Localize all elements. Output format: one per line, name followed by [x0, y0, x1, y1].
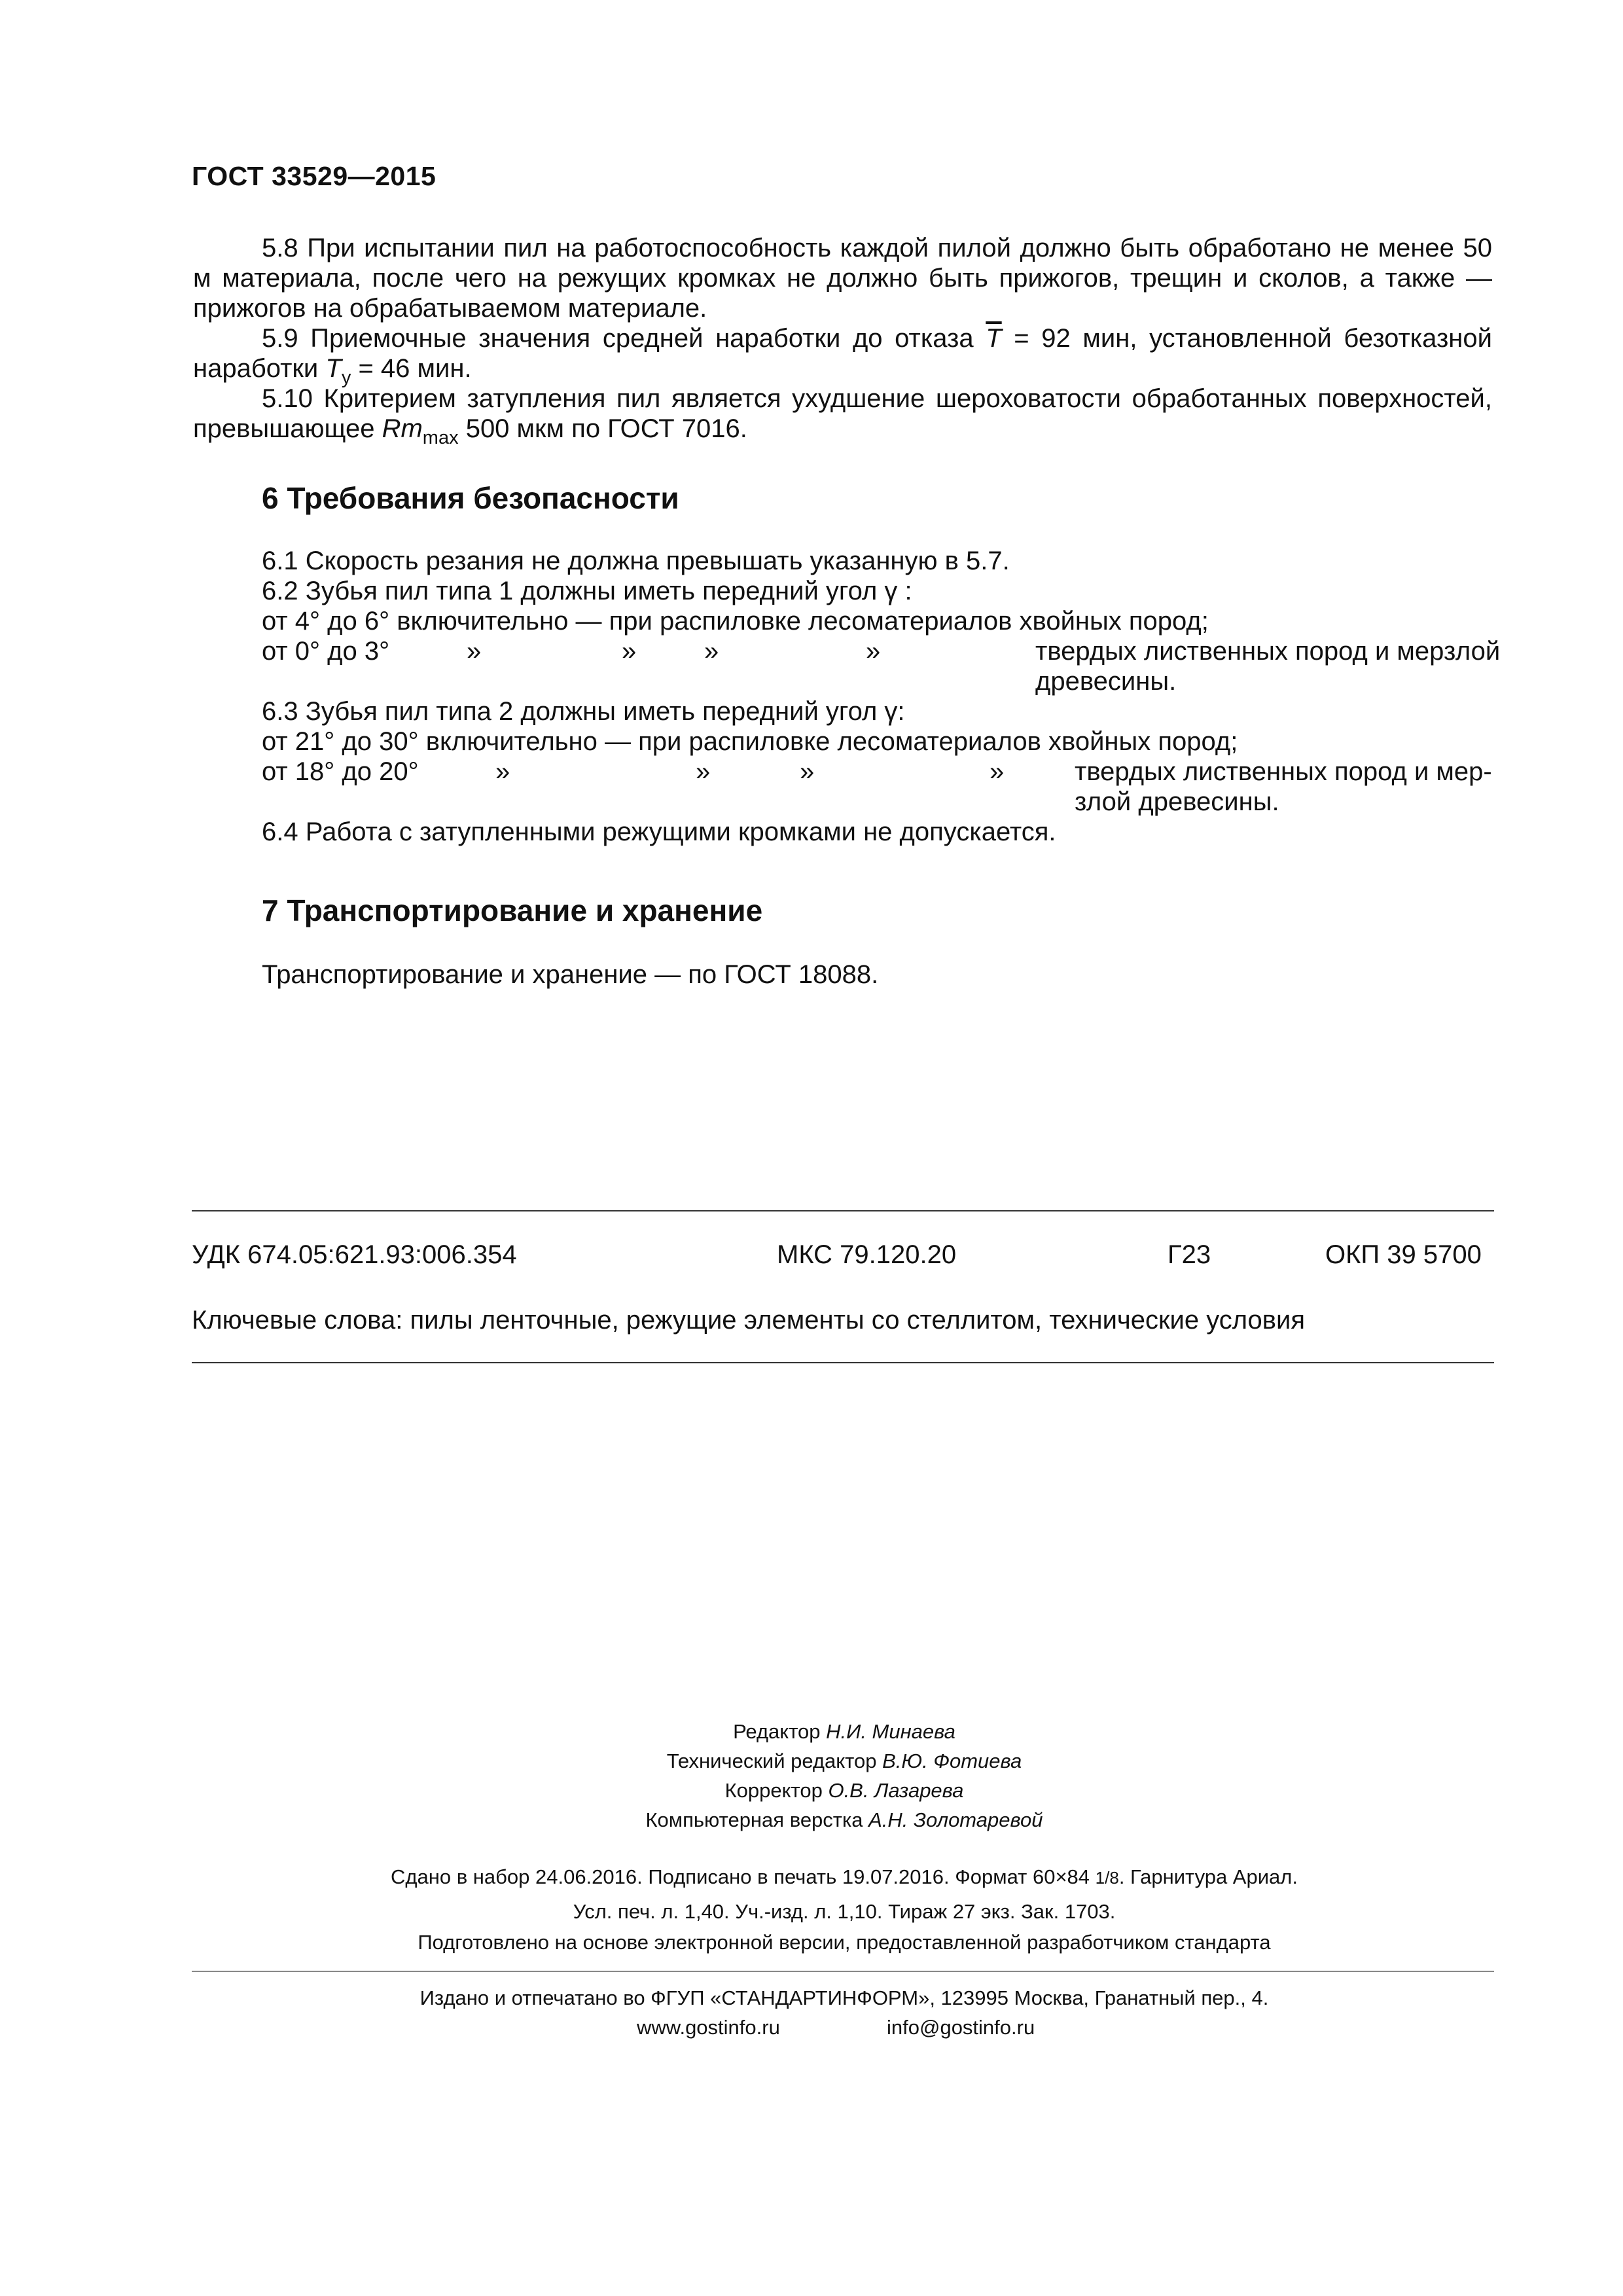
- credit-tech-name: В.Ю. Фотиева: [882, 1749, 1022, 1772]
- p59-text-c: = 46 мин.: [351, 354, 472, 383]
- ditto-mark: »: [495, 757, 510, 786]
- paragraph-5-9: [193, 323, 1492, 388]
- ditto-mark: »: [800, 757, 815, 786]
- paragraph-6-2-line1: от 4° до 6° включительно — при распиловке лесоматериалов хвойных пород;: [262, 607, 1209, 636]
- paragraph-6-1: 6.1 Скорость резания не должна превышать указанную в 5.7.: [262, 547, 1010, 575]
- paragraph-6-2-line2-cont: древесины.: [1035, 667, 1177, 696]
- p59-text-b: = 92 мин, установленной безотказной наработки: [193, 324, 1492, 383]
- publisher-line: Издано и отпечатано во ФГУП «СТАНДАРТИНФОРМ», 123995 Москва, Гранатный пер., 4.: [419, 1986, 1269, 2009]
- udk-code: УДК 674.05:621.93:006.354: [192, 1240, 517, 1269]
- credit-layout-name: А.Н. Золотаревой: [868, 1808, 1043, 1831]
- credit-tech-editor: [0, 1749, 1623, 1773]
- print-line1-end: . Гарнитура Ариал.: [1118, 1865, 1298, 1888]
- p59-text-a: 5.9 Приемочные значения средней наработки до отказа: [262, 324, 986, 353]
- credit-editor: [0, 1720, 1623, 1744]
- format-fraction: 1/8: [1095, 1868, 1119, 1888]
- p59-subscript-y: у: [341, 367, 351, 388]
- p510-subscript-max: max: [422, 427, 459, 448]
- credit-layout-label: Компьютерная верстка: [645, 1808, 869, 1831]
- credit-editor-label: Редактор: [733, 1720, 827, 1743]
- p59-symbol-t: T: [325, 354, 342, 383]
- paragraph-6-2-line2-label: от 0° до 3°: [262, 637, 390, 666]
- section-7-title: 7 Транспортирование и хранение: [262, 893, 763, 927]
- paragraph-6-4: 6.4 Работа с затупленными режущими кромками не допускается.: [262, 817, 1056, 846]
- paragraph-6-3-line2-cont: злой древесины.: [1075, 787, 1279, 816]
- ditto-mark: »: [704, 637, 719, 666]
- ditto-mark: »: [467, 637, 482, 666]
- g-code: Г23: [1168, 1240, 1211, 1269]
- paragraph-6-3: 6.3 Зубья пил типа 2 должны иметь передний угол γ:: [262, 697, 905, 726]
- paragraph-6-3-line2-text: твердых лиственных пород и мер-: [1075, 757, 1492, 786]
- paragraph-6-3-line2-label: от 18° до 20°: [262, 757, 419, 786]
- email-link[interactable]: info@gostinfo.ru: [887, 2016, 1035, 2039]
- okp-code: ОКП 39 5700: [1325, 1240, 1482, 1269]
- divider-publisher: [192, 1971, 1494, 1972]
- paragraph-6-2: 6.2 Зубья пил типа 1 должны иметь передний угол γ :: [262, 577, 912, 605]
- divider-bottom: [192, 1362, 1494, 1363]
- paragraph-6-2-line2-text: твердых лиственных пород и мерзлой: [1035, 637, 1501, 666]
- print-line1-text: Сдано в набор 24.06.2016. Подписано в печать 19.07.2016. Формат 60×84: [391, 1865, 1090, 1888]
- section-6-title: 6 Требования безопасности: [262, 481, 679, 515]
- paragraph-6-3-line1: от 21° до 30° включительно — при распиловке лесоматериалов хвойных пород;: [262, 727, 1238, 756]
- credit-corr-label: Корректор: [724, 1779, 829, 1802]
- ditto-mark: »: [866, 637, 881, 666]
- mks-code: МКС 79.120.20: [777, 1240, 957, 1269]
- keywords: Ключевые слова: пилы ленточные, режущие элементы со стеллитом, технические условия: [192, 1306, 1306, 1335]
- credit-tech-label: Технический редактор: [666, 1749, 883, 1772]
- ditto-mark: »: [696, 757, 711, 786]
- print-info-line3: Подготовлено на основе электронной версии, предоставленной разработчиком стандарта: [418, 1931, 1271, 1954]
- p510-symbol-rm: Rm: [382, 414, 423, 443]
- paragraph-5-10: [193, 384, 1492, 448]
- credit-corr-name: О.В. Лазарева: [828, 1779, 964, 1802]
- print-info-line2: Усл. печ. л. 1,40. Уч.-изд. л. 1,10. Тираж 27 экз. Зак. 1703.: [573, 1900, 1116, 1923]
- p59-symbol-t-mean: $\overline{T}$: [986, 324, 1002, 353]
- divider-top: [192, 1210, 1494, 1211]
- p510-text-a: 5.10 Критерием затупления пил является ухудшение шероховатости обработанных поверхностей, превышающее: [193, 384, 1492, 443]
- credit-layout: [0, 1808, 1623, 1832]
- paragraph-5-8: 5.8 При испытании пил на работоспособность каждой пилой должно быть обработано не менее 50 м материала, после чего на режущих кромках не должно быть прижогов, трещин и сколов, а также — прижогов на обрабатываемом материале.: [193, 234, 1492, 323]
- credit-corrector: [0, 1779, 1623, 1803]
- ditto-mark: »: [622, 637, 637, 666]
- p510-text-b: 500 мкм по ГОСТ 7016.: [458, 414, 747, 443]
- paragraph-7: Транспортирование и хранение — по ГОСТ 18088.: [262, 960, 879, 989]
- ditto-mark: »: [990, 757, 1005, 786]
- website-link[interactable]: www.gostinfo.ru: [637, 2016, 780, 2039]
- document-header: ГОСТ 33529—2015: [192, 161, 437, 191]
- credit-editor-name: Н.И. Минаева: [826, 1720, 955, 1743]
- print-info-line1: [0, 1865, 1623, 1889]
